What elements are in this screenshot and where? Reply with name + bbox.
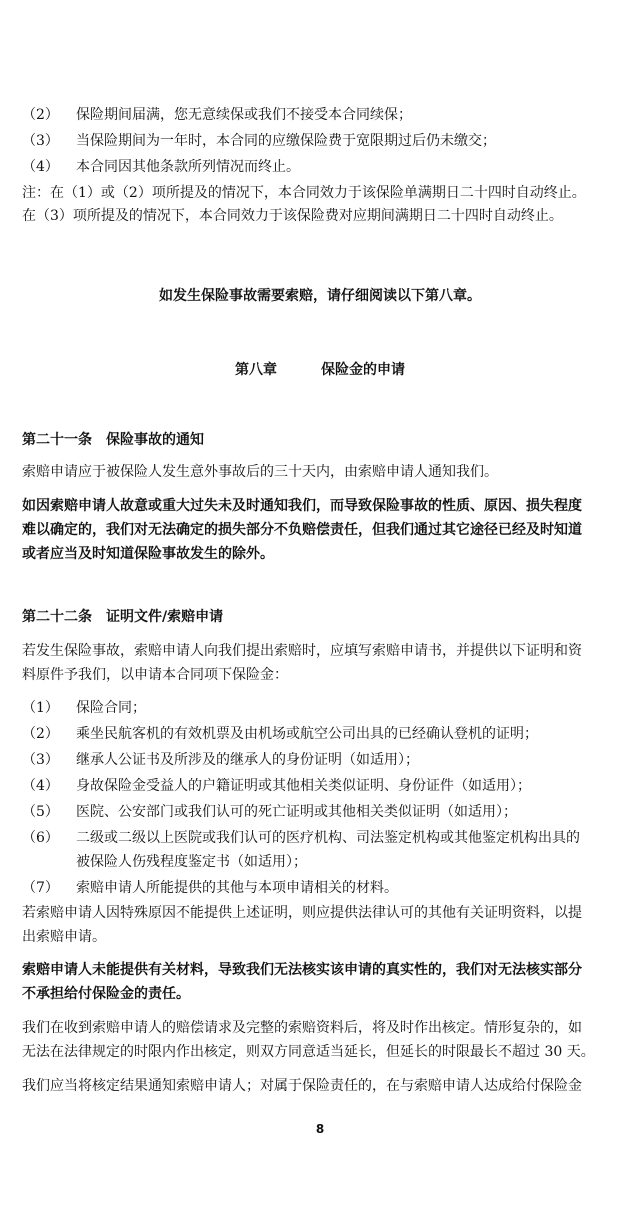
item-text: 继承人公证书及所涉及的继承人的身份证明（如适用）；	[76, 752, 419, 768]
verification-line: 无法在法律规定的时限内作出核定，则双方同意适当延长，但延长的时限最长不超过 30 天。	[22, 1044, 595, 1060]
item-text: 二级或二级以上医院或我们认可的医疗机构、司法鉴定机构或其他鉴定机构出具的	[76, 830, 580, 846]
article-22-bold-line: 索赔申请人未能提供有关材料，导致我们无法核实该申请的真实性的，我们对无法核实部分	[22, 962, 582, 978]
item-text: 被保险人伤残程度鉴定书（如适用）；	[76, 854, 307, 870]
item-text: 身故保险金受益人的户籍证明或其他相关类似证明、身份证件（如适用）；	[76, 778, 531, 794]
item-number: （1）	[22, 700, 59, 716]
item-number: （3）	[22, 752, 59, 768]
item-number: （3）	[22, 133, 59, 149]
article-21-heading: 第二十一条 保险事故的通知	[22, 432, 204, 448]
item-number: （6）	[22, 830, 59, 846]
item-text: 乘坐民航客机的有效机票及由机场或航空公司出具的已经确认登机的证明；	[76, 726, 538, 742]
item-number: （2）	[22, 107, 59, 123]
verification-line: 我们在收到索赔申请人的赔偿请求及完整的索赔资料后，将及时作出核定。情形复杂的，如	[22, 1020, 582, 1036]
item-number: （7）	[22, 880, 59, 896]
article-22-intro-line: 料原件予我们，以申请本合同项下保险金：	[22, 667, 288, 683]
item-text: 保险期间届满，您无意续保或我们不接受本合同续保；	[76, 107, 412, 123]
article-22-heading: 第二十二条 证明文件/索赔申请	[22, 609, 224, 625]
article-22-intro-line: 若发生保险事故，索赔申请人向我们提出索赔时，应填写索赔申请书，并提供以下证明和资	[22, 643, 582, 659]
chapter-title: 保险金的申请	[321, 362, 405, 378]
item-number: （4）	[22, 778, 59, 794]
article-22-bold-line: 不承担给付保险金的责任。	[22, 986, 190, 1002]
article-21-bold-line: 难以确定的，我们对无法确定的损失部分不负赔偿责任，但我们通过其它途径已经及时知道	[22, 522, 582, 538]
article-21-bold-line: 如因索赔申请人故意或重大过失未及时通知我们，而导致保险事故的性质、原因、损失程度	[22, 498, 582, 514]
item-text: 医院、公安部门或我们认可的死亡证明或其他相关类似证明（如适用）；	[76, 804, 517, 820]
item-number: （4）	[22, 159, 59, 175]
notification-line: 我们应当将核定结果通知索赔申请人；对属于保险责任的，在与索赔申请人达成给付保险金	[22, 1078, 582, 1094]
special-reason-line: 若索赔申请人因特殊原因不能提供上述证明，则应提供法律认可的其他有关证明资料，以提	[22, 905, 582, 921]
chapter-heading	[0, 360, 640, 380]
item-number: （5）	[22, 804, 59, 820]
item-number: （2）	[22, 726, 59, 742]
claim-notice: 如发生保险事故需要索赔，请仔细阅读以下第八章。	[159, 288, 481, 304]
chapter-number: 第八章	[235, 362, 277, 378]
note-line: 在（3）项所提及的情况下，本合同效力于该保险费对应期间满期日二十四时自动终止。	[22, 208, 563, 224]
page-number: 8	[315, 1122, 325, 1136]
article-21-paragraph: 索赔申请应于被保险人发生意外事故后的三十天内，由索赔申请人通知我们。	[22, 464, 498, 480]
item-text: 本合同因其他条款所列情况而终止。	[76, 159, 300, 175]
note-line: 注：在（1）或（2）项所提及的情况下，本合同效力于该保险单满期日二十四时自动终止。	[22, 185, 586, 201]
item-text: 当保险期间为一年时，本合同的应缴保险费于宽限期过后仍未缴交；	[76, 133, 496, 149]
item-text: 索赔申请人所能提供的其他与本项申请相关的材料。	[76, 880, 398, 896]
item-text: 保险合同；	[76, 700, 146, 716]
article-21-bold-line: 或者应当及时知道保险事故发生的除外。	[22, 546, 274, 562]
special-reason-line: 出索赔申请。	[22, 929, 106, 945]
